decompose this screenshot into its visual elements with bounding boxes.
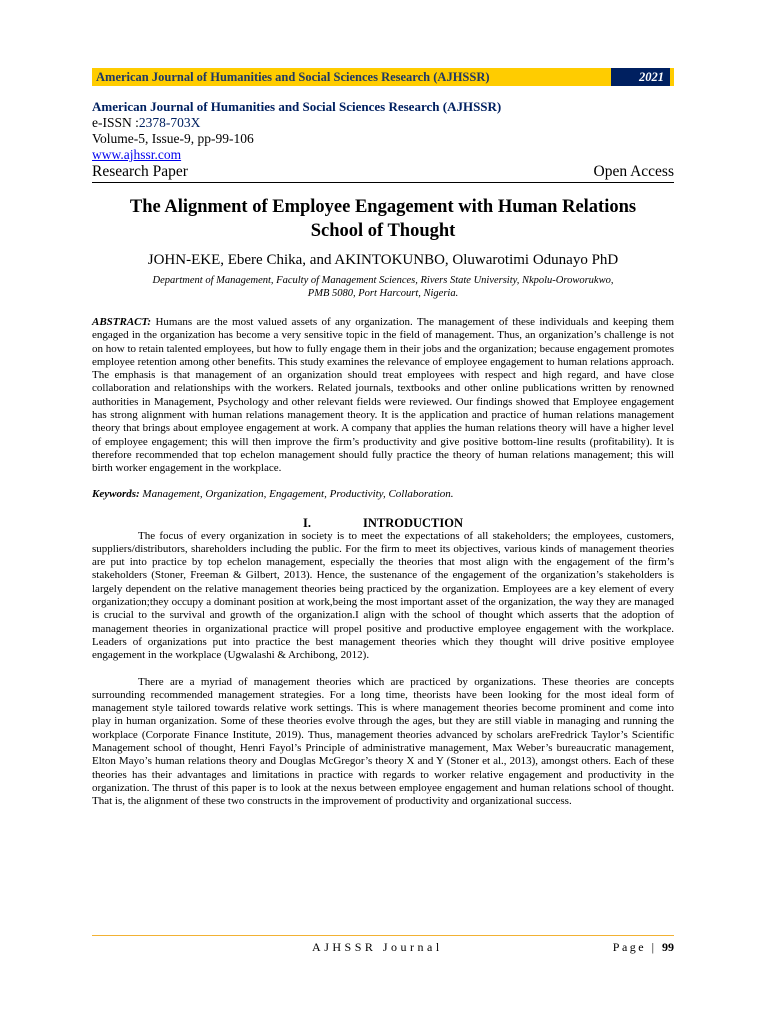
paper-title: The Alignment of Employee Engagement with Human Relations School of Thought [129,197,637,241]
paper-type-row [92,163,674,183]
issn-value: 2378-703X [138,115,201,130]
abstract-label: ABSTRACT: [92,316,152,328]
body-paragraph-1: The focus of every organization in society is to meet the expectations of all stakeholders; the employees, customers, suppliers/distributors, shareholders including the public. For the firm to meet its objectives, various kinds of management theories are put into practice by top echelon management, especially the theories that most align with the engagement of the firm’s stakeholders (Stoner, Freeman & Gilbert, 2013). Hence, the sustenance of the engagement of the organization’s stakeholders is largely dependent on the relative management theories being practiced by the organization. Employees are a key element of every organization;they occupy a dominant position at work,being the most important asset of the organization, the way they are managed is crucial to the survival and growth of the organization.I align with the school of thought which asserts that the adoption of management theories in organizational practice will propel positive and productive employee engagement with the workplace. Leaders of organizations put into practice the best management theories which they thought will drive positive employee engagement in the workplace (Ugwalashi & Archibong, 2012). [92,529,674,662]
abstract [92,316,674,476]
affiliation-line-2: PMB 5080, Port Harcourt, Nigeria. [307,288,459,299]
issn-line [92,115,674,131]
body-paragraph-2: There are a myriad of management theories which are practiced by organizations. These theories are concepts surrounding recommended management strategies. For a long time, theorists have been looking for the most ideal form of management style tailored towards relative work settings. This is where management theories become prominent and come into play in human organization. Some of these theories evolve through the ages, but they are still viable in managing and running the workplace (Corporate Finance Institute, 2019). Thus, management theories advanced by scholars areFredrick Taylor’s Scientific Management school of thought, Henri Fayol’s Principle of administrative management, Max Weber’s bureaucratic management, Elton Mayo’s human relations theory and Douglas McGregor’s theory X and Y (Stoner et al., 2013), amongst others. Each of these theories has their advantages and limitations in practice with regards to worker relative engagement and productivity in the organization. The thrust of this paper is to look at the nexus between employee engagement and human relations school of thought. That is, the alignment of these two constructs in the improvement of productivity and organizational success. [92,675,674,808]
footer-page-label: Page | [612,940,657,954]
section-heading [92,516,674,530]
keywords [92,488,674,501]
volume-line: Volume-5, Issue-9, pp-99-106 [92,131,254,146]
journal-url-link[interactable]: www.ajhssr.com [92,147,182,162]
keywords-label: Keywords: [92,487,140,500]
journal-name: American Journal of Humanities and Social Sciences Research (AJHSSR) [92,99,502,114]
page-footer [92,935,674,955]
footer-journal: AJHSSR Journal [312,940,443,954]
footer-page-number: 99 [662,940,674,954]
paper-authors: JOHN-EKE, Ebere Chika, and AKINTOKUNBO, Oluwarotimi Odunayo PhD [147,252,619,268]
paper-page [92,68,674,809]
abstract-text: Humans are the most valued assets of any organization. The management of these individuals and keeping them engaged in the organization has become a very sensitive topic in the field of management. Thus, an organization’s challenge is not on how to retain talented employees, but how to fully engage them in their jobs and the organization; because engagement promotes employee retention among other benefits. This study examines the relevance of employee engagement to human relations approach. The emphasis is that management of an organization should treat employees with respect and high regard, and have close collaboration and relationships with the workers. Related journals, textbooks and other online publications written by renowned authorities in Management, Psychology and other relevant fields were reviewed. Our findings showed that Employee engagement has strong alignment with human relations management theory. It is the application and practice of human relations management theory that brings about employee engagement at work. A company that applies the human relations theory will have a higher level of employee engagement; this will then improve the firm’s productivity and give positive bottom-line results (profitability). It is therefore recommended that top echelon management should fully practice the theory of human relations management; this will birth worker engagement in the workplace. [92,316,674,475]
header-journal-name: American Journal of Humanities and Social Sciences Research (AJHSSR) [96,69,490,84]
author-affiliation [92,274,674,300]
affiliation-line-1: Department of Management, Faculty of Management Sciences, Rivers State University, Nkpolu-Oroworukwo, [152,275,614,286]
paper-type: Research Paper [92,163,188,180]
footer-page [613,940,674,955]
keywords-text: Management, Organization, Engagement, Productivity, Collaboration. [139,487,454,500]
journal-header-bar [92,68,674,86]
header-year: 2021 [611,68,670,86]
issn-label: e-ISSN : [92,115,139,130]
access-type: Open Access [593,163,674,180]
section-number: I. [302,515,311,530]
section-title: INTRODUCTION [362,515,463,530]
journal-info [92,99,674,183]
